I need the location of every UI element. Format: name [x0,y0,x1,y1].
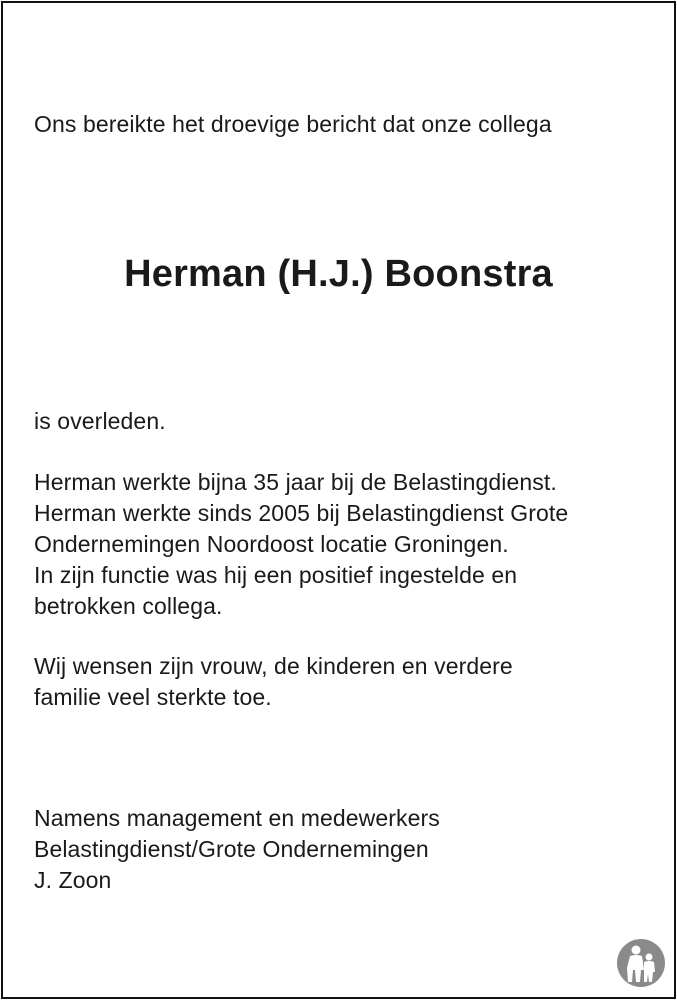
bio-line: Ondernemingen Noordoost locatie Groningen. [34,531,509,557]
status-text: is overleden. [34,408,166,434]
bio-line: Herman werkte sinds 2005 bij Belastingdienst Grote [34,500,569,526]
signature-block [34,803,440,896]
bio-line: betrokken collega. [34,593,223,619]
signature-line: J. Zoon [34,867,112,893]
deceased-name: Herman (H.J.) Boonstra [124,253,553,295]
bio-paragraph [34,467,568,622]
wish-line: Wij wensen zijn vrouw, de kinderen en verdere [34,653,513,679]
memorial-figures-icon[interactable] [616,938,666,988]
wish-line: familie veel sterkte toe. [34,684,272,710]
signature-line: Namens management en medewerkers [34,805,440,831]
intro-text: Ons bereikte het droevige bericht dat onze collega [34,111,552,137]
bio-line: In zijn functie was hij een positief ingestelde en [34,562,518,588]
wish-paragraph [34,651,513,713]
bio-line: Herman werkte bijna 35 jaar bij de Belastingdienst. [34,469,557,495]
signature-line: Belastingdienst/Grote Ondernemingen [34,836,429,862]
